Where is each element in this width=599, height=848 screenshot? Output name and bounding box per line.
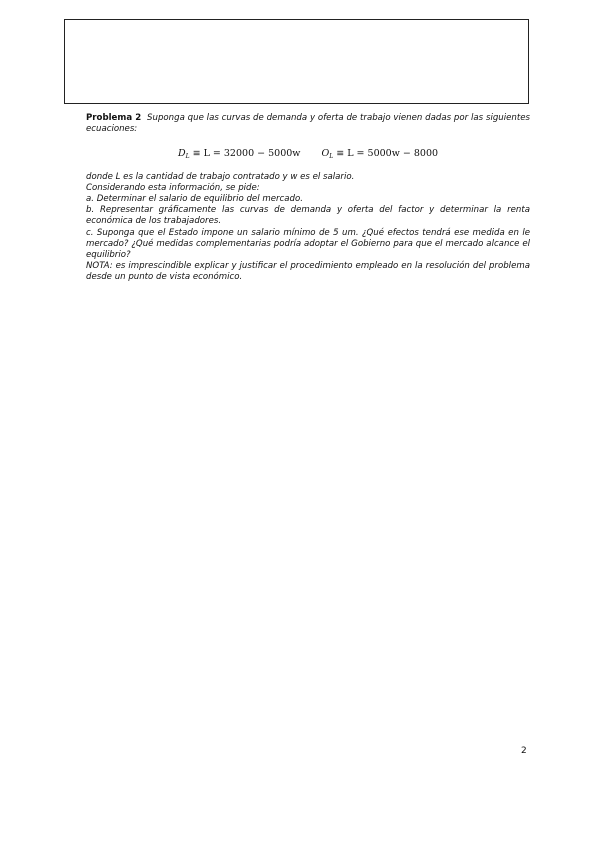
demand-symbol: D — [177, 148, 186, 160]
supply-equation — [321, 148, 438, 162]
supply-rhs: ≡ L = 5000w − 8000 — [333, 148, 439, 160]
note-line: NOTA: es imprescindible explicar y justificar el procedimiento empleado en la resolución del problema desde un punto de vista económico. — [86, 261, 530, 283]
equations — [86, 148, 530, 162]
demand-rhs: ≡ L = 32000 − 5000w — [189, 148, 301, 160]
question-c: c. Suponga que el Estado impone un salario mínimo de 5 um. ¿Qué efectos tendrá ese medida en le mercado? ¿Qué medidas complementarias podría adoptar el Gobierno para que el mercado alcance el equilibrio? — [86, 227, 530, 261]
problem-statement — [86, 113, 530, 135]
demand-subscript: L — [185, 153, 190, 161]
page-number: 2 — [521, 746, 527, 756]
question-b: b. Representar gráficamente las curvas de demanda y oferta del factor y determinar la renta económica de los trabajadores. — [86, 205, 530, 227]
problem-intro: Suponga que las curvas de demanda y oferta de trabajo vienen dadas por las siguientes ecuaciones: — [86, 113, 531, 135]
question-a: a. Determinar el salario de equilibrio del mercado. — [86, 194, 303, 205]
problem-block — [86, 113, 530, 284]
supply-subscript: L — [329, 153, 334, 161]
demand-equation — [178, 148, 300, 162]
request-line: Considerando esta información, se pide: — [86, 182, 260, 193]
supply-symbol: O — [321, 148, 330, 160]
answer-box — [64, 19, 529, 104]
definition-line: donde L es la cantidad de trabajo contratado y w es el salario. — [86, 171, 355, 182]
problem-label: Problema 2 — [86, 113, 142, 123]
